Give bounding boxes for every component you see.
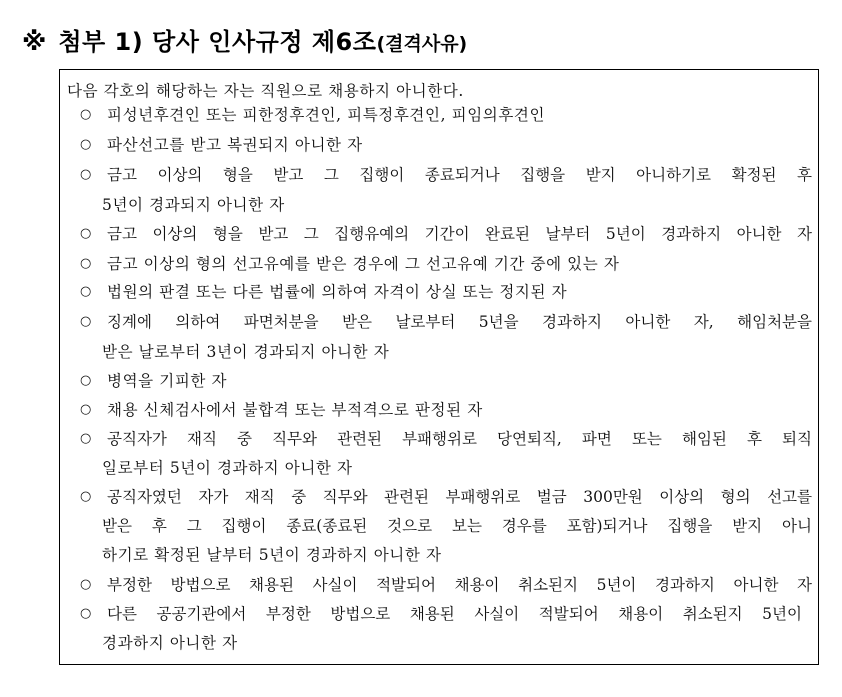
- bullet-icon: ○: [80, 284, 92, 299]
- bullet-icon: ○: [80, 431, 92, 446]
- item-line: 일로부터 5년이 경과하지 아니한 자: [102, 459, 353, 477]
- item-line: 다른 공공기관에서 부정한 방법으로 채용된 사실이 적발되어 채용이 취소된지 5년이: [107, 605, 802, 623]
- bullet-icon: ○: [80, 256, 92, 271]
- item-line: 금고 이상의 형의 선고유예를 받은 경우에 그 선고유예 기간 중에 있는 자: [107, 255, 620, 273]
- bullet-icon: ○: [80, 107, 92, 122]
- item-line: 금고 이상의 형을 받고 그 집행유예의 기간이 완료된 날부터 5년이 경과하지 아니한 자: [107, 225, 812, 243]
- intro-text: 다음 각호의 해당하는 자는 직원으로 채용하지 아니한다.: [67, 82, 464, 100]
- title-subtitle: (결격사유): [376, 33, 468, 55]
- item-line: 공직자였던 자가 재직 중 직무와 관련된 부패행위로 벌금 300만원 이상의 형의 선고를: [107, 488, 812, 506]
- item-line: 5년이 경과되지 아니한 자: [102, 196, 285, 214]
- item-line: 병역을 기피한 자: [107, 372, 228, 390]
- bullet-icon: ○: [80, 137, 92, 152]
- document-title: [22, 22, 467, 57]
- item-line: 공직자가 재직 중 직무와 관련된 부패행위로 당연퇴직, 파면 또는 해임된 후 퇴직: [107, 430, 812, 448]
- item-line: 받은 후 그 집행이 종료(종료된 것으로 보는 경우를 포함)되거나 집행을 받지 아니: [102, 517, 812, 535]
- bullet-icon: ○: [80, 606, 92, 621]
- item-line: 법원의 판결 또는 다른 법률에 의하여 자격이 상실 또는 정지된 자: [107, 283, 568, 301]
- item-line: 경과하지 아니한 자: [102, 634, 238, 652]
- item-line: 채용 신체검사에서 불합격 또는 부적격으로 판정된 자: [107, 401, 483, 419]
- bullet-icon: ○: [80, 314, 92, 329]
- disqualification-box: [59, 69, 819, 665]
- bullet-icon: ○: [80, 167, 92, 182]
- bullet-icon: ○: [80, 577, 92, 592]
- item-line: 피성년후견인 또는 피한정후견인, 피특정후견인, 피임의후견인: [107, 106, 546, 124]
- item-line: 받은 날로부터 3년이 경과되지 아니한 자: [102, 343, 390, 361]
- reference-mark-icon: ※: [22, 27, 47, 56]
- item-line: 파산선고를 받고 복권되지 아니한 자: [107, 136, 363, 154]
- bullet-icon: ○: [80, 373, 92, 388]
- item-line: 하기로 확정된 날부터 5년이 경과하지 아니한 자: [102, 546, 442, 564]
- bullet-icon: ○: [80, 226, 92, 241]
- item-line: 금고 이상의 형을 받고 그 집행이 종료되거나 집행을 받지 아니하기로 확정된 후: [107, 166, 812, 184]
- bullet-icon: ○: [80, 489, 92, 504]
- bullet-icon: ○: [80, 402, 92, 417]
- item-line: 징계에 의하여 파면처분을 받은 날로부터 5년을 경과하지 아니한 자, 해임처분을: [107, 313, 812, 331]
- item-line: 부정한 방법으로 채용된 사실이 적발되어 채용이 취소된지 5년이 경과하지 아니한 자: [107, 576, 812, 594]
- title-main: 첨부 1) 당사 인사규정 제6조: [58, 28, 377, 56]
